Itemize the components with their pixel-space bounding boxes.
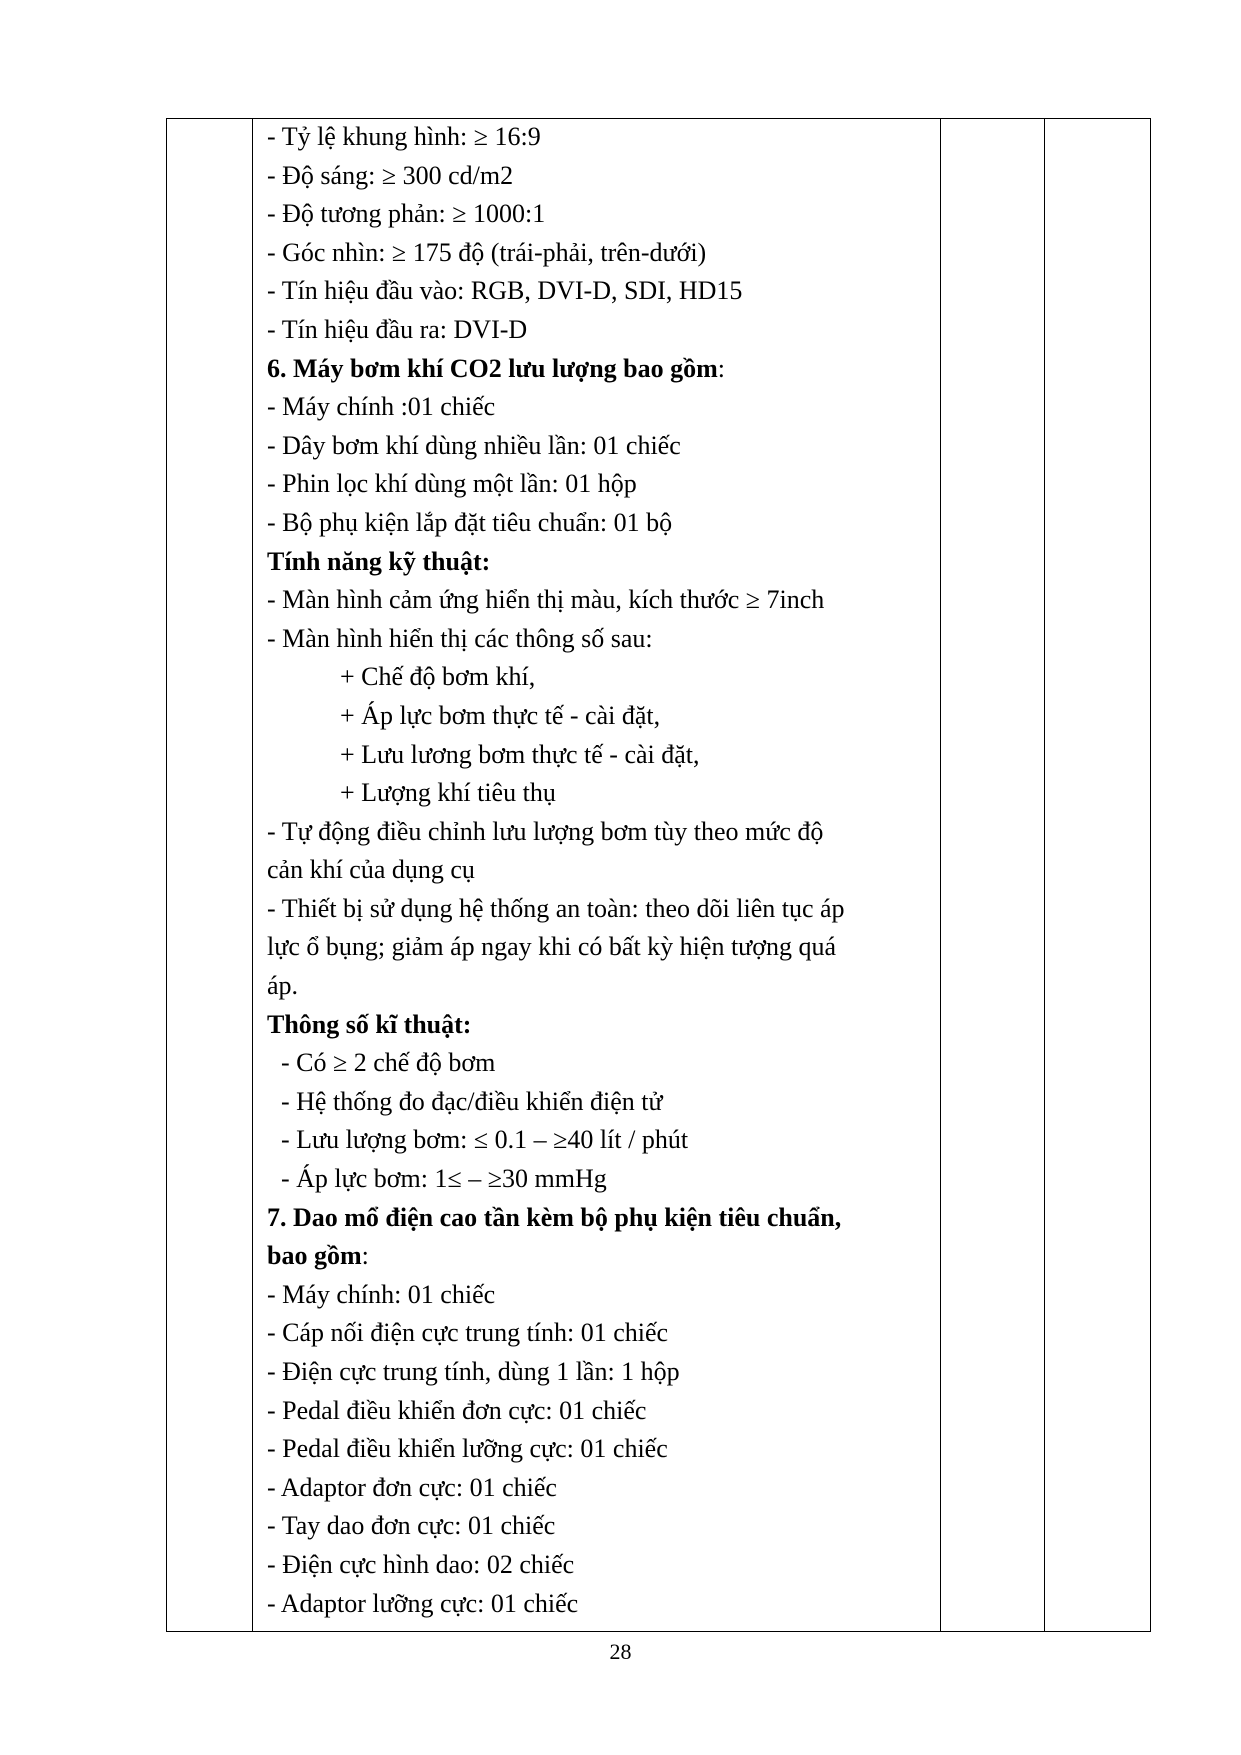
- spec-subitem: + Chế độ bơm khí,: [340, 662, 536, 692]
- spec-line: - Tín hiệu đầu ra: DVI-D: [267, 314, 528, 344]
- spec-line: - Phin lọc khí dùng một lần: 01 hộp: [267, 469, 637, 499]
- spec-line: - Màn hình cảm ứng hiển thị màu, kích thước ≥ 7inch: [267, 585, 825, 615]
- spec-line: - Góc nhìn: ≥ 175 độ (trái-phải, trên-dưới): [267, 237, 707, 267]
- spec-line: - Pedal điều khiển đơn cực: 01 chiếc: [267, 1395, 647, 1425]
- spec-line: - Adaptor đơn cực: 01 chiếc: [267, 1472, 557, 1502]
- page-number: 28: [609, 1639, 632, 1664]
- spec-line: cản khí của dụng cụ: [267, 855, 475, 885]
- spec-line: - Điện cực hình dao: 02 chiếc: [267, 1549, 575, 1579]
- spec-line: - Điện cực trung tính, dùng 1 lần: 1 hộp: [267, 1357, 680, 1386]
- spec-line: - Màn hình hiển thị các thông số sau:: [267, 623, 653, 653]
- spec-line: - Tín hiệu đầu vào: RGB, DVI-D, SDI, HD15: [267, 276, 743, 306]
- spec-line: - Bộ phụ kiện lắp đặt tiêu chuẩn: 01 bộ: [267, 507, 673, 537]
- subheading-specs: Thông số kĩ thuật:: [267, 1009, 472, 1039]
- column-divider-3: [1044, 119, 1045, 1631]
- spec-line: - Độ tương phản: ≥ 1000:1: [267, 199, 546, 229]
- section-heading-co2-pump: [267, 350, 947, 389]
- spec-line: - Thiết bị sử dụng hệ thống an toàn: theo dõi liên tục áp: [267, 893, 845, 923]
- spec-line: - Cáp nối điện cực trung tính: 01 chiếc: [267, 1318, 669, 1348]
- spec-subitem: + Lưu lương bơm thực tế - cài đặt,: [340, 739, 700, 769]
- spec-line: - Tay dao đơn cực: 01 chiếc: [267, 1511, 556, 1541]
- spec-line: - Độ sáng: ≥ 300 cd/m2: [267, 160, 514, 190]
- section-heading-esu: 7. Dao mổ điện cao tần kèm bộ phụ kiện tiêu chuẩn,: [267, 1202, 842, 1232]
- spec-line: - Adaptor lưỡng cực: 01 chiếc: [267, 1588, 579, 1618]
- spec-subitem: + Áp lực bơm thực tế - cài đặt,: [340, 700, 661, 730]
- section-heading-colon: :: [717, 353, 726, 383]
- spec-line: lực ổ bụng; giảm áp ngay khi có bất kỳ hiện tượng quá: [267, 932, 837, 962]
- section-heading-text: bao gồm: [267, 1241, 362, 1271]
- spec-line: - Dây bơm khí dùng nhiều lần: 01 chiếc: [267, 430, 681, 460]
- spec-content-cell: [267, 118, 947, 1623]
- spec-line: - Máy chính: 01 chiếc: [267, 1279, 496, 1309]
- spec-line: - Áp lực bơm: 1≤ – ≥30 mmHg: [281, 1164, 607, 1194]
- spec-line: - Hệ thống đo đạc/điều khiển điện tử: [281, 1086, 663, 1116]
- spec-line: áp.: [267, 971, 299, 1001]
- section-heading-colon: :: [361, 1241, 369, 1271]
- spec-subitem: + Lượng khí tiêu thụ: [340, 778, 556, 808]
- spec-line: - Pedal điều khiển lưỡng cực: 01 chiếc: [267, 1434, 668, 1464]
- spec-line: - Có ≥ 2 chế độ bơm: [281, 1048, 496, 1078]
- column-divider-1: [252, 119, 253, 1631]
- section-heading-text: 6. Máy bơm khí CO2 lưu lượng bao gồm: [267, 353, 718, 383]
- subheading-features: Tính năng kỹ thuật:: [267, 546, 491, 576]
- spec-line: - Tự động điều chỉnh lưu lượng bơm tùy theo mức độ: [267, 816, 824, 846]
- spec-line: - Máy chính :01 chiếc: [267, 392, 496, 422]
- spec-line: - Lưu lượng bơm: ≤ 0.1 – ≥40 lít / phút: [281, 1125, 689, 1155]
- section-heading-esu-cont: [267, 1237, 947, 1276]
- spec-line: - Tỷ lệ khung hình: ≥ 16:9: [267, 122, 541, 151]
